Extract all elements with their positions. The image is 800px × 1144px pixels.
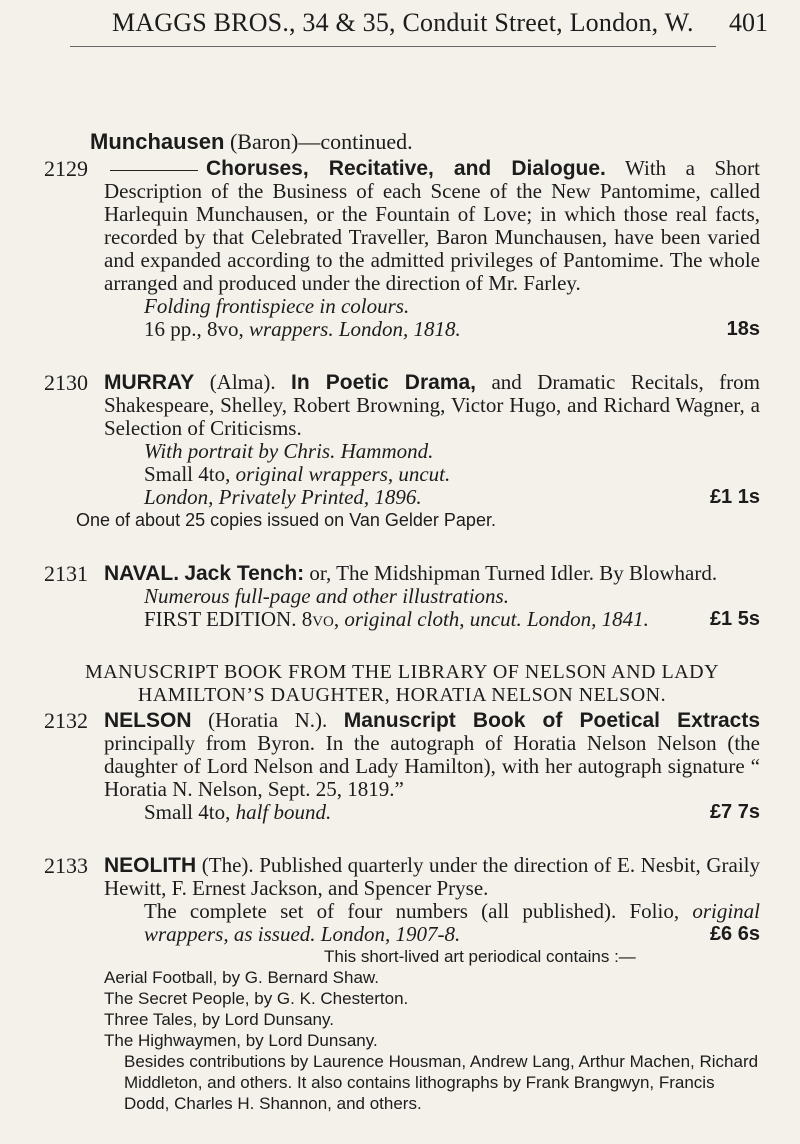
entry-2133 [44, 854, 760, 1114]
lot-author-rest: (Alma). [209, 370, 276, 394]
lot-detail: The complete set of four numbers (all published). Folio, [144, 899, 680, 923]
lot-price: £7 7s [709, 801, 760, 823]
lot-format: Small 4to, [144, 462, 231, 486]
list-item: Three Tales, by Lord Dunsany. [104, 1010, 334, 1029]
lot-author: NELSON [104, 709, 192, 732]
lot-imprint: original cloth, uncut. London, 1841. [344, 607, 649, 631]
lot-number: 2131 [44, 561, 88, 586]
lot-title: Jack Tench: [184, 562, 305, 585]
lot-detail: Folding frontispiece in colours. [144, 294, 410, 318]
lot-number: 2130 [44, 370, 88, 395]
list-item: The Highwaymen, by Lord Dunsany. [104, 1031, 378, 1050]
running-head: MAGGS BROS., 34 & 35, Conduit Street, London, W. [112, 8, 694, 37]
entry-2131 [44, 562, 760, 631]
catalogue-content [44, 130, 760, 1144]
lot-format: Small 4to, [144, 800, 231, 824]
manuscript-heading: MANUSCRIPT BOOK FROM THE LIBRARY OF NELSON AND LADY HAMILTON’S DAUGHTER, HORATIA NELSON NELSON. [84, 661, 720, 706]
lot-binding: original wrappers, uncut. [235, 462, 451, 486]
contents-intro: This short-lived art periodical contains :— [324, 947, 636, 966]
lot-author-rest: (The). Published quarterly under the direction of E. Nesbit, Graily Hewitt, F. Ernest Jackson, and Spencer Pryse. [104, 853, 760, 900]
lot-number: 2132 [44, 708, 88, 733]
ditto-dash [110, 170, 198, 171]
lot-author: NEOLITH [104, 854, 197, 877]
lot-format: 16 pp., 8vo, [144, 317, 244, 341]
lot-title: In Poetic Drama, [291, 371, 477, 394]
lot-number: 2129 [44, 156, 88, 181]
lot-price: £1 1s [709, 486, 760, 508]
lot-price: 18s [726, 318, 760, 340]
lot-description: With a Short Description of the Business of each Scene of the New Pantomime, called Harlequin Munchausen, or the Fountain of Love; in which those real facts, recorded by that Celebrated Traveller, Baron Munchausen, have been varied and expanded according to the admitted privileges of Pantomime. The whole arranged and produced under the direction of Mr. Farley. [104, 156, 761, 295]
list-item: The Secret People, by G. K. Chesterton. [104, 989, 409, 1008]
lot-note: One of about 25 copies issued on Van Gelder Paper. [76, 510, 496, 530]
section-author: Munchausen [90, 129, 225, 154]
lot-author: MURRAY [104, 371, 195, 394]
lot-imprint: wrappers. London, 1818. [249, 317, 461, 341]
section-heading [90, 130, 760, 153]
lot-imprint: London, Privately Printed, 1896. [144, 485, 422, 509]
lot-author: NAVAL. [104, 562, 180, 585]
lot-author-rest: (Horatia N.). [208, 708, 328, 732]
lot-title: Manuscript Book of Poetical Extracts [343, 709, 761, 732]
lot-detail: Numerous full-page and other illustrations. [144, 584, 509, 608]
page-header [0, 8, 800, 42]
entry-2132 [44, 709, 760, 824]
lot-description: principally from Byron. In the autograph of Horatia Nelson Nelson (the daughter of Lord Nelson and Lady Hamilton), with her autograph signature “ Horatia N. Nelson, Sept. 25, 1819.” [104, 731, 760, 801]
lot-detail: With portrait by Chris. Hammond. [144, 439, 434, 463]
header-rule [70, 46, 716, 47]
lot-imprint: original wrappers, as issued. London, 1907-8. [144, 899, 760, 946]
lot-price: £1 5s [709, 608, 760, 630]
lot-format: FIRST EDITION. 8vo, [144, 607, 340, 631]
page-number: 401 [729, 8, 768, 37]
lot-description: or, The Midshipman Turned Idler. By Blowhard. [309, 561, 718, 585]
list-item: Aerial Football, by G. Bernard Shaw. [104, 968, 379, 987]
lot-number: 2133 [44, 853, 88, 878]
contents-list [104, 946, 760, 1114]
section-rest: (Baron)—continued. [229, 129, 413, 154]
entry-2129 [44, 157, 760, 341]
lot-price: £6 6s [709, 923, 760, 945]
lot-title: Choruses, Recitative, and Dialogue. [206, 157, 606, 180]
entry-2130 [44, 371, 760, 532]
lot-binding: half bound. [235, 800, 332, 824]
lot-description: and Dramatic Recitals, from Shakespeare, Shelley, Robert Browning, Victor Hugo, and Richard Wagner, a Selection of Criticisms. [104, 370, 760, 440]
list-item: Besides contributions by Laurence Housman, Andrew Lang, Arthur Machen, Richard Middleton, and others. It also contains lithographs by Frank Brangwyn, Francis Dodd, Charles H. Shannon, and others. [124, 1052, 759, 1113]
